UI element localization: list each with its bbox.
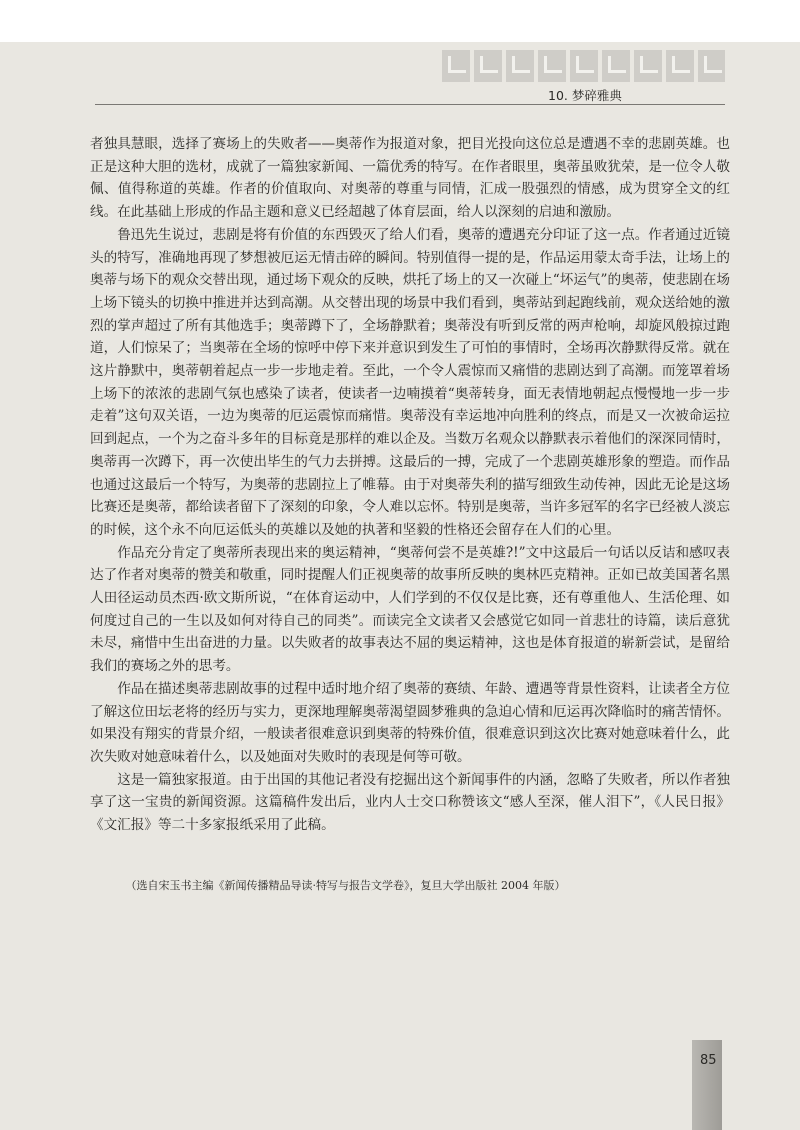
article-body xyxy=(90,133,730,837)
header-decoration xyxy=(440,46,725,88)
paragraph: 者独具慧眼，选择了赛场上的失败者——奥蒂作为报道对象，把目光投向这位总是遭遇不幸的悲剧英雄。也正是这种大胆的选材，成就了一篇独家新闻、一篇优秀的特写。在作者眼里，奥蒂虽败犹荣，是一位令人敬佩、值得称道的英雄。作者的价值取向、对奥蒂的尊重与同情，汇成一股强烈的情感，成为贯穿全文的红线。在此基础上形成的作品主题和意义已经超越了体育层面，给人以深刻的启迪和激励。 xyxy=(90,136,730,221)
paragraph: 这是一篇独家报道。由于出国的其他记者没有挖掘出这个新闻事件的内涵，忽略了失败者，所以作者独享了这一宝贵的新闻资源。这篇稿件发出后，业内人士交口称赞该文“感人至深，催人泪下”，《人民日报》《文汇报》等二十多家报纸采用了此稿。 xyxy=(90,771,730,834)
paragraph: 鲁迅先生说过，悲剧是将有价值的东西毁灭了给人们看，奥蒂的遭遇充分印证了这一点。作者通过近镜头的特写，准确地再现了梦想被厄运无情击碎的瞬间。特别值得一提的是，作品运用蒙太奇手法，让场上的奥蒂与场下的观众交替出现，通过场下观众的反映，烘托了场上的又一次碰上“坏运气”的奥蒂，使悲剧在场上场下镜头的切换中推进并达到高潮。从交替出现的场景中我们看到，奥蒂站到起跑线前，观众送给她的激烈的掌声超过了所有其他选手；奥蒂蹲下了，全场静默着；奥蒂没有听到反常的两声枪响，却旋风般掠过跑道，人们惊呆了；当奥蒂在全场的惊呼中停下来并意识到发生了可怕的事情时，全场再次静默得反常。就在这片静默中，奥蒂朝着起点一步一步地走着。至此，一个令人震惊而又痛惜的悲剧达到了高潮。而笼罩着场上场下的浓浓的悲剧气氛也感染了读者，使读者一边喃摸着“奥蒂转身，面无表情地朝起点慢慢地一步一步走着”这句双关语，一边为奥蒂的厄运震惊而痛惜。奥蒂没有幸运地冲向胜利的终点，而是又一次被命运拉回到起点，一个为之奋斗多年的目标竟是那样的难以企及。当数万名观众以静默表示着他们的深深同情时，奥蒂再一次蹲下，再一次使出毕生的气力去拼搏。这最后的一搏，完成了一个悲剧英雄形象的塑造。而作品也通过这最后一个特写，为奥蒂的悲剧拉上了帷幕。由于对奥蒂失利的描写细致生动传神，因此无论是这场比赛还是奥蒂，都给读者留下了深刻的印象，令人难以忘怀。特别是奥蒂，当许多冠军的名字已经被人淡忘的时候，这个永不向厄运低头的英雄以及她的执著和坚毅的性格还会留存在人们的心里。 xyxy=(90,226,730,538)
page-number: 85 xyxy=(700,1053,717,1068)
header-rule xyxy=(95,104,725,105)
running-title: 10. 梦碎雅典 xyxy=(548,88,622,103)
paragraph: 作品充分肯定了奥蒂所表现出来的奥运精神，“奥蒂何尝不是英雄?!”文中这最后一句话以反诘和感叹表达了作者对奥蒂的赞美和敬重，同时提醒人们正视奥蒂的故事所反映的奥林匹克精神。正如已故美国著名黑人田径运动员杰西·欧文斯所说，“在体育运动中，人们学到的不仅仅是比赛，还有尊重他人、生活伦理、如何度过自己的一生以及如何对待自己的同类”。而读完全文读者又会感觉它如同一首悲壮的诗篇，读后意犹未尽，痛惜中生出奋进的力量。以失败者的故事表达不屈的奥运精神，这也是体育报道的崭新尝试，是留给我们的赛场之外的思考。 xyxy=(90,544,730,675)
paragraph: 作品在描述奥蒂悲剧故事的过程中适时地介绍了奥蒂的赛绩、年龄、遭遇等背景性资料，让读者全方位了解这位田坛老将的经历与实力，更深地理解奥蒂渴望圆梦雅典的急迫心情和厄运再次降临时的痛苦情怀。如果没有翔实的背景介绍，一般读者很难意识到奥蒂的特殊价值，很难意识到这次比赛对她意味着什么，此次失败对她意味着什么，以及她面对失败时的表现是何等可敬。 xyxy=(90,680,730,765)
source-citation: （选自宋玉书主编《新闻传播精品导读·特写与报告文学卷》，复旦大学出版社 2004 年版） xyxy=(125,879,566,892)
